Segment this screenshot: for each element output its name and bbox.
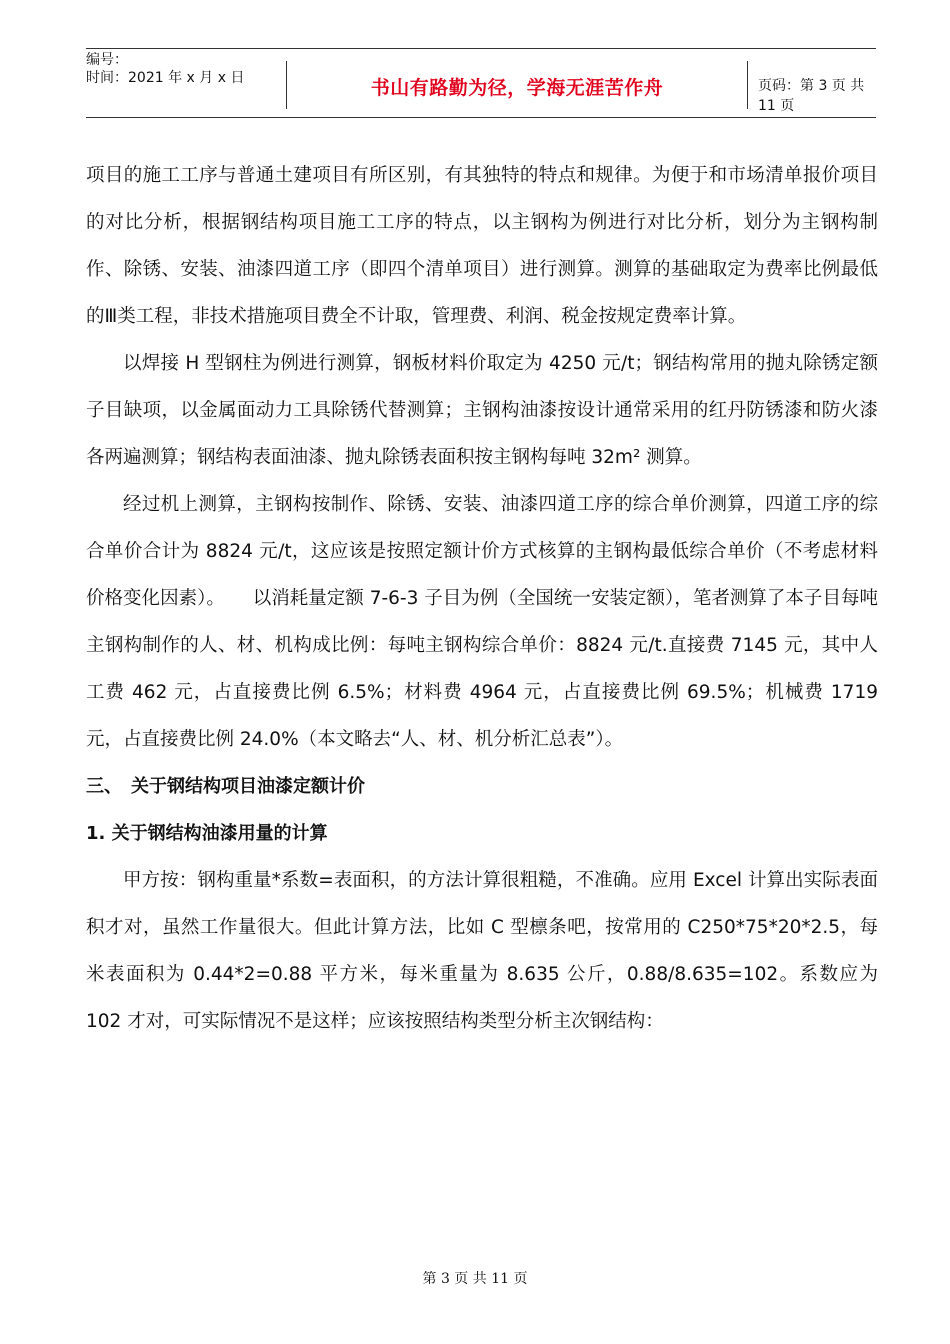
header-number: 编号： bbox=[86, 52, 128, 68]
header-motto-box bbox=[286, 61, 748, 109]
paragraph-1: 项目的施工工序与普通土建项目有所区别，有其独特的特点和规律。为便于和市场清单报价项目的对比分析，根据钢结构项目施工工序的特点，以主钢构为例进行对比分析，划分为主钢构制作、除锈、安装、油漆四道工序（即四个清单项目）进行测算。测算的基础取定为费率比例最低的Ⅲ类工程，非技术措施项目费全不计取，管理费、利润、税金按规定费率计算。 bbox=[86, 165, 878, 327]
header-page-number: 页码：第 3 页 共 11 页 bbox=[758, 78, 865, 114]
subsection-heading: 1. 关于钢结构油漆用量的计算 bbox=[86, 823, 328, 844]
page-header bbox=[86, 48, 876, 118]
paragraph-2: 以焊接 H 型钢柱为例进行测算，钢板材料价取定为 4250 元/t；钢结构常用的抛丸除锈定额子目缺项，以金属面动力工具除锈代替测算；主钢构油漆按设计通常采用的红丹防锈漆和防火漆各两遍测算；钢结构表面油漆、抛丸除锈表面积按主钢构每吨 32m² 测算。 bbox=[86, 353, 878, 468]
paragraph-4: 甲方按：钢构重量*系数=表面积，的方法计算很粗糙，不准确。应用 Excel 计算出实际表面积才对，虽然工作量很大。但此计算方法，比如 C 型檩条吧，按常用的 C250*75*20*2.5，每米表面积为 0.44*2=0.88 平方米，每米重量为 8.635 公斤，0.88/8.635=102。系数应为 102 才对，可实际情况不是这样；应该按照结构类型分析主次钢结构： bbox=[86, 870, 878, 1032]
section-heading: 三、 关于钢结构项目油漆定额计价 bbox=[86, 776, 365, 797]
header-motto: 书山有路勤为径，学海无涯苦作舟 bbox=[370, 77, 664, 99]
page-footer: 第 3 页 共 11 页 bbox=[422, 1271, 528, 1287]
header-time: 时间：2021 年 x 月 x 日 bbox=[86, 70, 245, 86]
header-meta bbox=[86, 51, 284, 87]
document-body bbox=[86, 152, 878, 1045]
paragraph-3: 经过机上测算，主钢构按制作、除锈、安装、油漆四道工序的综合单价测算，四道工序的综合单价合计为 8824 元/t，这应该是按照定额计价方式核算的主钢构最低综合单价（不考虑材料价格变化因素）。 以消耗量定额 7-6-3 子目为例（全国统一安装定额），笔者测算了本子目每吨主钢构制作的人、材、机构成比例：每吨主钢构综合单价：8824 元/t.直接费 7145 元，其中人工费 462 元，占直接费比例 6.5%；材料费 4964 元，占直接费比例 69.5%；机械费 1719 元，占直接费比例 24.0%（本文略去“人、材、机分析汇总表”）。 bbox=[86, 494, 878, 750]
